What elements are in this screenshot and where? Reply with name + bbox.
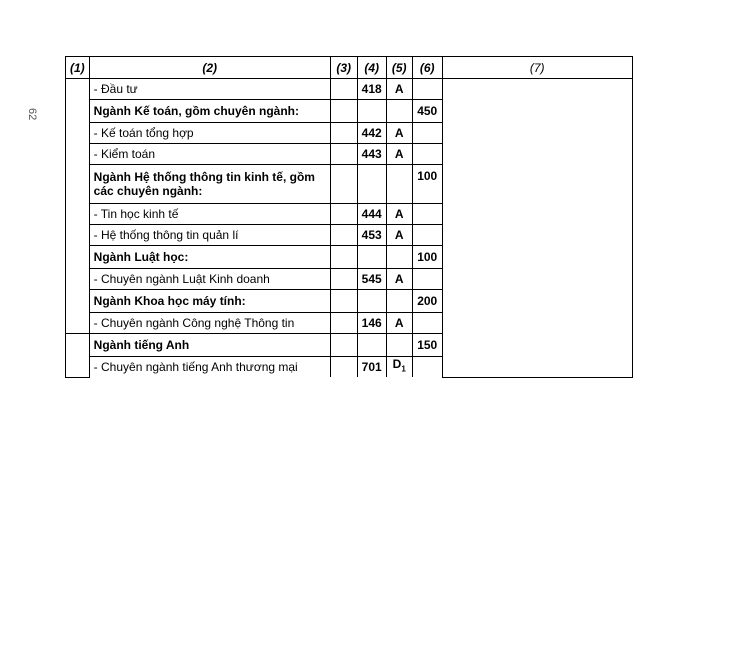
- row-code: 444: [357, 204, 386, 225]
- row-target: [412, 313, 442, 334]
- row-block: [386, 290, 412, 313]
- col3-cell: [330, 334, 357, 357]
- row-target: [412, 144, 442, 165]
- row-block: A: [386, 144, 412, 165]
- row-code: 701: [357, 357, 386, 378]
- row-name: - Chuyên ngành Công nghệ Thông tin: [89, 313, 330, 334]
- row-target: [412, 79, 442, 100]
- row-target: [412, 225, 442, 246]
- row-block: A: [386, 313, 412, 334]
- row-name: - Tin học kinh tế: [89, 204, 330, 225]
- col1-cell: [66, 79, 90, 334]
- row-name: - Hệ thống thông tin quản lí: [89, 225, 330, 246]
- col1-cell: [66, 334, 90, 378]
- row-name: Ngành tiếng Anh: [89, 334, 330, 357]
- row-name: - Đầu tư: [89, 79, 330, 100]
- row-code: 453: [357, 225, 386, 246]
- row-block: A: [386, 204, 412, 225]
- row-code: [357, 100, 386, 123]
- row-block: [386, 246, 412, 269]
- row-name: - Chuyên ngành tiếng Anh thương mại: [89, 357, 330, 378]
- row-name: Ngành Khoa học máy tính:: [89, 290, 330, 313]
- table-row: [66, 79, 633, 100]
- row-block-letter: D: [392, 357, 402, 372]
- row-code: 146: [357, 313, 386, 334]
- header-col-5: (5): [386, 57, 412, 79]
- row-code: 418: [357, 79, 386, 100]
- row-name: - Kiểm toán: [89, 144, 330, 165]
- row-name: Ngành Kế toán, gồm chuyên ngành:: [89, 100, 330, 123]
- row-code: [357, 165, 386, 204]
- row-name: Ngành Luật học:: [89, 246, 330, 269]
- row-block: A: [386, 225, 412, 246]
- row-name: - Chuyên ngành Luật Kinh doanh: [89, 269, 330, 290]
- col3-cell: [330, 123, 357, 144]
- row-target: [412, 123, 442, 144]
- row-target: 100: [412, 246, 442, 269]
- row-code: [357, 334, 386, 357]
- header-col-6: (6): [412, 57, 442, 79]
- row-block: [386, 165, 412, 204]
- row-block: [386, 334, 412, 357]
- col3-cell: [330, 269, 357, 290]
- col3-cell: [330, 357, 357, 378]
- row-block: [386, 100, 412, 123]
- col3-cell: [330, 144, 357, 165]
- page-number: 62: [26, 108, 38, 121]
- col3-cell: [330, 79, 357, 100]
- row-code: [357, 246, 386, 269]
- col3-cell: [330, 165, 357, 204]
- row-code: 443: [357, 144, 386, 165]
- col7-cell: [442, 79, 632, 378]
- row-target: 150: [412, 334, 442, 357]
- row-target: [412, 357, 442, 378]
- row-target: [412, 269, 442, 290]
- row-name: - Kế toán tổng hợp: [89, 123, 330, 144]
- row-code: 545: [357, 269, 386, 290]
- table-header-row: [66, 57, 633, 79]
- row-code: 442: [357, 123, 386, 144]
- col3-cell: [330, 313, 357, 334]
- admissions-table: [65, 56, 633, 378]
- row-target: 450: [412, 100, 442, 123]
- row-block: A: [386, 269, 412, 290]
- row-target: 100: [412, 165, 442, 204]
- header-col-2: (2): [89, 57, 330, 79]
- header-col-3: (3): [330, 57, 357, 79]
- header-col-7: (7): [442, 57, 632, 79]
- col3-cell: [330, 204, 357, 225]
- row-name: Ngành Hệ thống thông tin kinh tế, gồm các chuyên ngành:: [89, 165, 330, 204]
- header-col-1: (1): [66, 57, 90, 79]
- row-block-subscript: 1: [401, 364, 406, 374]
- row-block: A: [386, 123, 412, 144]
- col3-cell: [330, 100, 357, 123]
- row-block: A: [386, 79, 412, 100]
- row-block: [386, 357, 412, 378]
- col3-cell: [330, 290, 357, 313]
- col3-cell: [330, 246, 357, 269]
- row-target: 200: [412, 290, 442, 313]
- header-col-4: (4): [357, 57, 386, 79]
- row-target: [412, 204, 442, 225]
- col3-cell: [330, 225, 357, 246]
- row-code: [357, 290, 386, 313]
